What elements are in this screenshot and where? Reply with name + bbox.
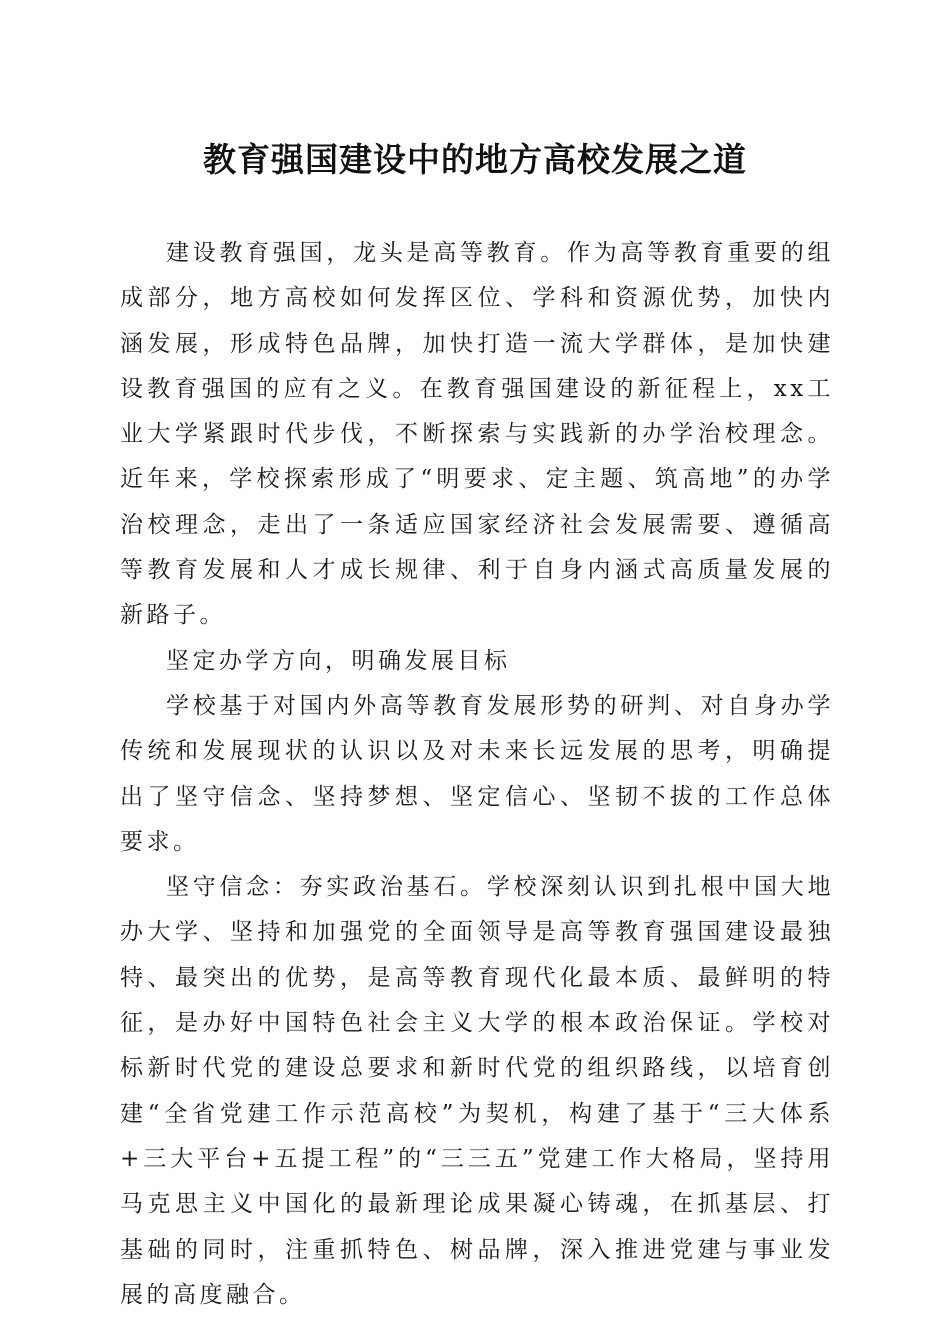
section-heading: 坚定办学方向，明确发展目标: [166, 647, 511, 674]
document-title: 教育强国建设中的地方高校发展之道: [203, 140, 747, 179]
paragraph-intro: 建设教育强国，龙头是高等教育。作为高等教育重要的组成部分，地方高校如何发挥区位、学科和资源优势，加快内涵发展，形成特色品牌，加快打造一流大学群体，是加快建设教育强国的应有之义。在教育强国建设的新征程上，xx工业大学紧跟时代步伐，不断探索与实践新的办学治校理念。近年来，学校探索形成了“明要求、定主题、筑高地”的办学治校理念，走出了一条适应国家经济社会发展需要、遵循高等教育发展和人才成长规律、利于自身内涵式高质量发展的新路子。: [120, 240, 834, 629]
document-body: [120, 231, 834, 1318]
paragraph-belief: 坚守信念：夯实政治基石。学校深刻认识到扎根中国大地办大学、坚持和加强党的全面领导是高等教育强国建设最独特、最突出的优势，是高等教育现代化最本质、最鲜明的特征，是办好中国特色社会主义大学的根本政治保证。学校对标新时代党的建设总要求和新时代党的组织路线，以培育创建“全省党建工作示范高校”为契机，构建了基于“三大体系+三大平台+五提工程”的“三三五”党建工作大格局，坚持用马克思主义中国化的最新理论成果凝心铸魂，在抓基层、打基础的同时，注重抓特色、树品牌，深入推进党建与事业发展的高度融合。: [120, 874, 834, 1308]
paragraph-requirements: 学校基于对国内外高等教育发展形势的研判、对自身办学传统和发展现状的认识以及对未来长远发展的思考，明确提出了坚守信念、坚持梦想、坚定信心、坚韧不拔的工作总体要求。: [120, 692, 834, 855]
